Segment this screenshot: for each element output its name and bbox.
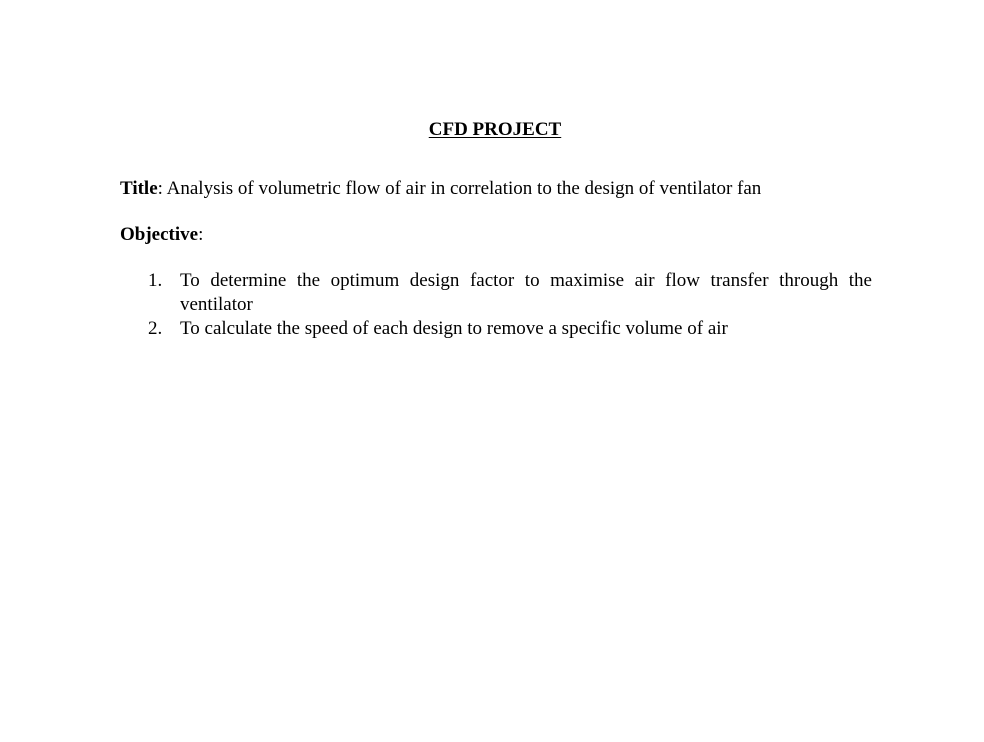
- list-item: [120, 317, 872, 341]
- title-separator: :: [157, 178, 167, 199]
- list-item: [120, 269, 872, 317]
- heading-text: CFD PROJECT: [428, 119, 562, 140]
- list-item-text: To determine the optimum design factor to maximise air flow transfer through the ventilator: [180, 270, 872, 315]
- title-label: Title: [120, 178, 158, 199]
- list-item-number: 1.: [148, 270, 163, 291]
- objective-line: [120, 223, 203, 247]
- objective-separator: :: [198, 224, 204, 245]
- title-line: [120, 177, 880, 201]
- document-heading: [0, 118, 984, 142]
- title-text: Analysis of volumetric flow of air in correlation to the design of ventilator fan: [166, 178, 762, 199]
- objective-list: [120, 269, 872, 341]
- objective-label: Objective: [120, 224, 199, 245]
- list-item-number: 2.: [148, 318, 163, 339]
- list-item-text: To calculate the speed of each design to remove a specific volume of air: [180, 318, 728, 339]
